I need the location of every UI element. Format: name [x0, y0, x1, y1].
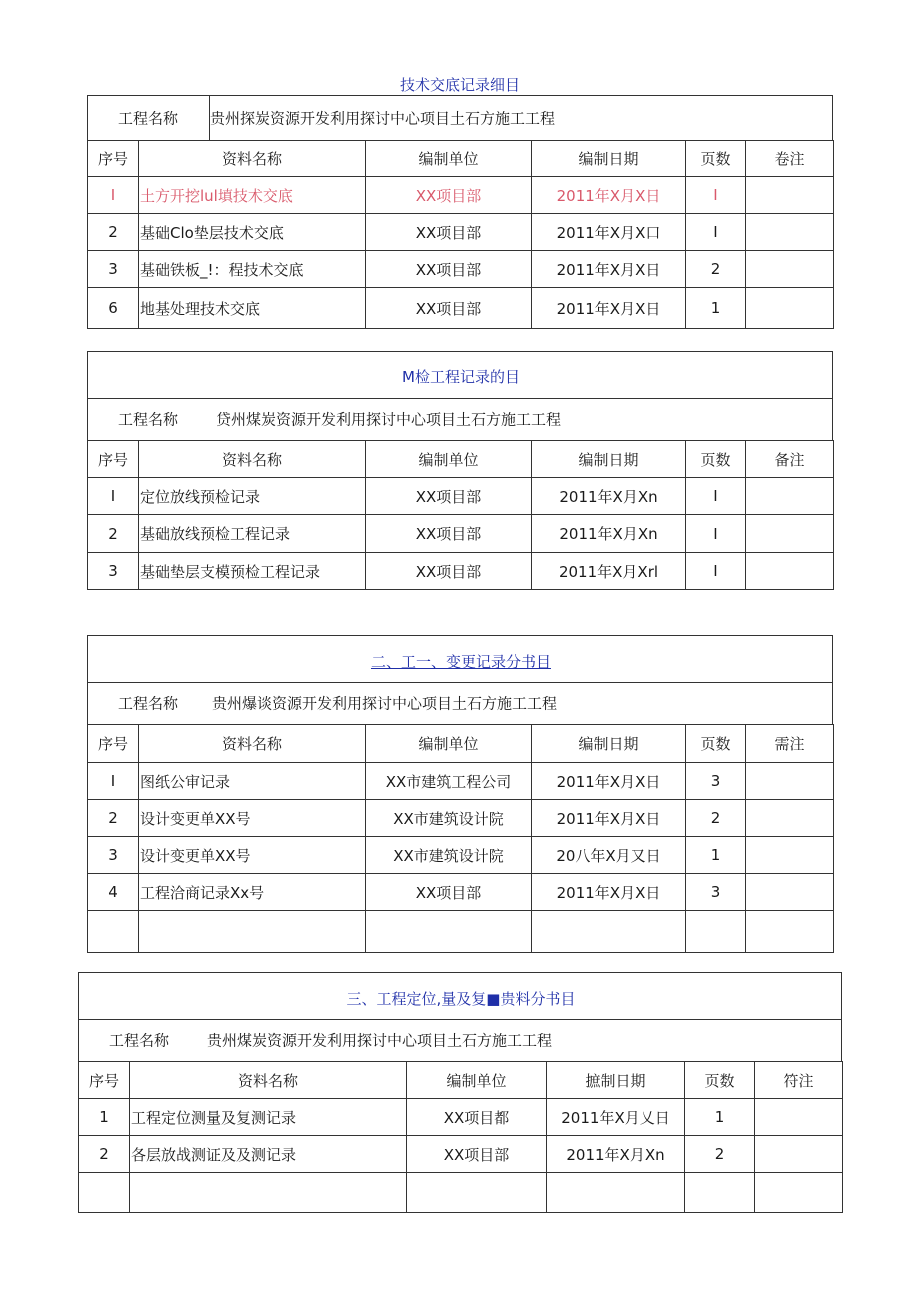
table-cell: 20八年X月又日: [532, 837, 686, 874]
table-cell: 定位放线预检记录: [139, 478, 366, 515]
table-cell: [746, 553, 834, 590]
section-2-project-row: [87, 398, 833, 441]
header-name: 资料名称: [139, 441, 366, 478]
table-cell: [685, 1173, 755, 1213]
project-name: 贷州煤炭资源开发利用探讨中心项目土石方施工工程: [216, 410, 562, 429]
table-cell: [746, 763, 834, 800]
table-cell: 2011年X月Xn: [532, 478, 686, 515]
table-cell: 3: [686, 874, 746, 911]
table-cell: I: [686, 515, 746, 553]
table-cell: I: [88, 177, 139, 214]
header-date: 编制日期: [532, 725, 686, 763]
table-row: [88, 478, 834, 515]
table-cell: 基础铁板_!：程技术交底: [139, 251, 366, 288]
table-cell: 1: [685, 1099, 755, 1136]
table-cell: 2: [685, 1136, 755, 1173]
table-cell: XX项目部: [366, 553, 532, 590]
table-cell: XX项目都: [407, 1099, 547, 1136]
table-cell: [88, 911, 139, 953]
section-4-project-row: [78, 1019, 842, 1062]
table-cell: 2011年X月X日: [532, 800, 686, 837]
table-cell: 2011年X月X日: [532, 251, 686, 288]
header-pages: 页数: [686, 441, 746, 478]
table-cell: 2: [79, 1136, 130, 1173]
header-date: 编制日期: [532, 141, 686, 177]
table-cell: [755, 1173, 843, 1213]
header-date: 编制日期: [532, 441, 686, 478]
table-cell: 1: [79, 1099, 130, 1136]
table-cell: 工程定位测量及复测记录: [130, 1099, 407, 1136]
table-cell: 3: [88, 553, 139, 590]
table-cell: [139, 911, 366, 953]
table-cell: [79, 1173, 130, 1213]
table-cell: XX市建筑设计院: [366, 800, 532, 837]
table-cell: 2011年X月X日: [532, 874, 686, 911]
table-row: [88, 177, 834, 214]
table-cell: 土方开挖lul填技术交底: [139, 177, 366, 214]
section-1-table: [87, 140, 834, 329]
table-cell: [130, 1173, 407, 1213]
section-3-title: 二、工一、变更记录分书目: [370, 653, 551, 671]
table-row: [88, 800, 834, 837]
header-remark: 备注: [746, 441, 834, 478]
table-cell: [746, 800, 834, 837]
table-cell: I: [88, 478, 139, 515]
table-cell: 地基处理技术交底: [139, 288, 366, 329]
project-name: 贵州爆谈资源开发利用探讨中心项目土石方施工工程: [212, 694, 558, 713]
section-4-title: 三、工程定位,量及复■贵料分书目: [346, 990, 576, 1008]
table-cell: XX市建筑设计院: [366, 837, 532, 874]
table-cell: [746, 515, 834, 553]
header-pages: 页数: [686, 725, 746, 763]
header-seq: 序号: [88, 141, 139, 177]
section-4-table: [78, 1061, 843, 1213]
section-4-title-box: [78, 972, 842, 1020]
table-cell: 2011年X月乂日: [547, 1099, 685, 1136]
table-cell: 设计变更单XX号: [139, 800, 366, 837]
project-label: 工程名称: [109, 1031, 170, 1050]
table-cell: 3: [88, 837, 139, 874]
table-cell: [746, 874, 834, 911]
table-header: [88, 725, 834, 763]
table-cell: 基础放线预检工程记录: [139, 515, 366, 553]
header-unit: 编制单位: [366, 441, 532, 478]
project-name: 贵州煤炭资源开发利用探讨中心项目土石方施工工程: [207, 1031, 553, 1050]
header-pages: 页数: [686, 141, 746, 177]
table-cell: 图纸公审记录: [139, 763, 366, 800]
table-cell: 设计变更单XX号: [139, 837, 366, 874]
table-header: [79, 1062, 843, 1099]
table-cell: 3: [88, 251, 139, 288]
table-row: [79, 1099, 843, 1136]
table-cell: [746, 177, 834, 214]
table-cell: [746, 288, 834, 329]
section-3-table: [87, 724, 834, 953]
table-cell: 2011年X月Xn: [532, 515, 686, 553]
section-3-title-box: [87, 635, 833, 683]
table-cell: XX市建筑工程公司: [366, 763, 532, 800]
table-cell: [366, 911, 532, 953]
table-row: [79, 1136, 843, 1173]
table-cell: XX项目部: [366, 515, 532, 553]
table-cell: 2: [88, 515, 139, 553]
table-cell: I: [686, 177, 746, 214]
table-row: [88, 763, 834, 800]
table-cell: 4: [88, 874, 139, 911]
table-cell: 1: [686, 288, 746, 329]
table-cell: [532, 911, 686, 953]
header-date: 摭制日期: [547, 1062, 685, 1099]
section-2-title: M检工程记录的目: [402, 368, 520, 386]
table-header: [88, 441, 834, 478]
table-cell: [746, 478, 834, 515]
header-name: 资料名称: [139, 725, 366, 763]
table-cell: 2: [686, 800, 746, 837]
project-label: 工程名称: [118, 694, 179, 713]
project-label: 工程名称: [118, 109, 179, 128]
table-cell: 2011年X月X日: [532, 177, 686, 214]
table-row: [88, 251, 834, 288]
table-cell: XX项目部: [366, 251, 532, 288]
table-cell: 2011年X月X口: [532, 214, 686, 251]
table-cell: [746, 837, 834, 874]
header-name: 资料名称: [130, 1062, 407, 1099]
table-row: [88, 837, 834, 874]
table-cell: 2: [88, 800, 139, 837]
table-row: [88, 214, 834, 251]
header-remark: 符注: [755, 1062, 843, 1099]
table-row: [88, 553, 834, 590]
table-cell: [755, 1099, 843, 1136]
section-2-table: [87, 440, 834, 590]
table-cell: [746, 214, 834, 251]
table-cell: XX项目部: [366, 874, 532, 911]
header-pages: 页数: [685, 1062, 755, 1099]
table-cell: 基础垫层支模预检工程记录: [139, 553, 366, 590]
table-cell: [407, 1173, 547, 1213]
table-cell: 2011年X月Xn: [547, 1136, 685, 1173]
header-unit: 编制单位: [366, 141, 532, 177]
table-row: [88, 874, 834, 911]
section-3-project-row: [87, 682, 833, 725]
header-seq: 序号: [88, 441, 139, 478]
table-header: [88, 141, 834, 177]
header-unit: 编制单位: [407, 1062, 547, 1099]
table-cell: XX项目部: [407, 1136, 547, 1173]
table-cell: 2: [88, 214, 139, 251]
table-cell: XX项目部: [366, 288, 532, 329]
table-row: [88, 515, 834, 553]
table-cell: [755, 1136, 843, 1173]
table-cell: XX项目部: [366, 214, 532, 251]
section-2-title-box: [87, 351, 833, 399]
header-name: 资料名称: [139, 141, 366, 177]
table-cell: 1: [686, 837, 746, 874]
header-remark: 卷注: [746, 141, 834, 177]
table-row-empty: [79, 1173, 843, 1213]
table-cell: I: [686, 478, 746, 515]
header-seq: 序号: [79, 1062, 130, 1099]
table-cell: 2: [686, 251, 746, 288]
project-name: 贵州探炭资源开发利用探讨中心项目土石方施工工程: [210, 109, 556, 128]
table-cell: 2011年X月X日: [532, 763, 686, 800]
table-cell: [746, 251, 834, 288]
table-row: [88, 288, 834, 329]
header-remark: 需注: [746, 725, 834, 763]
table-cell: 2011年X月Xrl: [532, 553, 686, 590]
table-cell: I: [88, 763, 139, 800]
table-cell: XX项目部: [366, 478, 532, 515]
table-cell: 6: [88, 288, 139, 329]
header-unit: 编制单位: [366, 725, 532, 763]
table-cell: [686, 911, 746, 953]
section-1-title: 技术交底记录细目: [399, 76, 520, 94]
table-row-empty: [88, 911, 834, 953]
table-cell: [746, 911, 834, 953]
table-cell: XX项目部: [366, 177, 532, 214]
table-cell: I: [686, 553, 746, 590]
table-cell: [547, 1173, 685, 1213]
table-cell: 3: [686, 763, 746, 800]
table-cell: 各层放战测证及及测记录: [130, 1136, 407, 1173]
table-cell: I: [686, 214, 746, 251]
project-label: 工程名称: [118, 410, 179, 429]
table-cell: 基础Clo垫层技术交底: [139, 214, 366, 251]
header-seq: 序号: [88, 725, 139, 763]
table-cell: 2011年X月X日: [532, 288, 686, 329]
table-cell: 工程洽商记录Xx号: [139, 874, 366, 911]
